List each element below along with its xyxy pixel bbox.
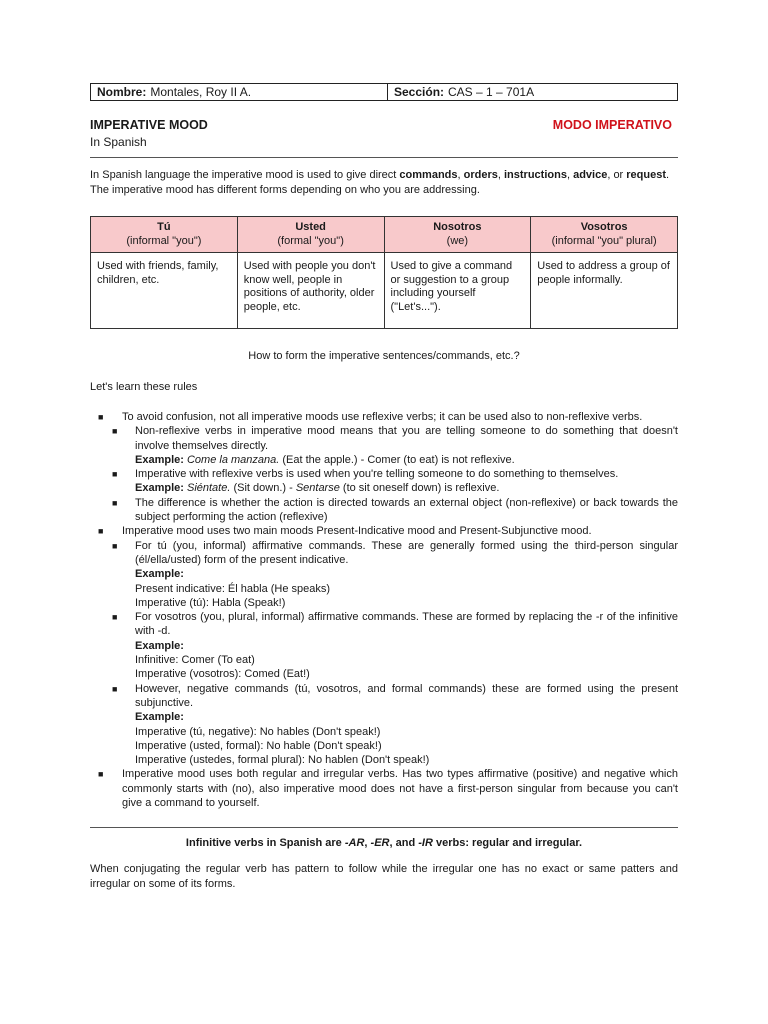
list-item: [90, 767, 678, 810]
pronoun-name: Tú: [157, 221, 171, 233]
subtitle: In Spanish: [90, 135, 147, 149]
sep: .: [666, 169, 670, 181]
rules-list: [90, 410, 678, 810]
intro-text: In Spanish language the imperative mood is used to give direct: [90, 169, 400, 181]
pronoun-gloss: (informal "you" plural): [551, 234, 657, 247]
keyword: request: [626, 169, 667, 181]
sep: ,: [566, 169, 574, 181]
verb-ending: -AR: [344, 837, 365, 849]
rule-text: Non-reflexive verbs in imperative mood means that you are telling someone to do something that doesn't involve themselves directly.: [135, 425, 678, 452]
name-cell: [91, 84, 388, 100]
table-cell: Used to address a group of people informally.: [531, 253, 678, 329]
rule-text: For tú (you, informal) affirmative commands. These are generally formed using the third-person singular (él/ella/usted) form of the present indicative.: [135, 539, 678, 566]
table-header-row: [91, 217, 678, 253]
spanish-title: MODO IMPERATIVO: [552, 118, 672, 132]
example-text: (to sit oneself down) is reflexive.: [339, 482, 500, 495]
table-cell: Used to give a command or suggestion to a group including yourself ("Let's...").: [384, 253, 531, 329]
bullet-icon: ■: [98, 769, 104, 780]
example-label: Example:: [135, 639, 184, 652]
verb-ending: -ER: [370, 837, 390, 849]
example-label: Example:: [135, 568, 184, 581]
lets-learn-text: Let's learn these rules: [90, 381, 198, 393]
divider: [90, 157, 678, 158]
example-text: (Sit down.) -: [230, 482, 296, 495]
pronoun-table: [90, 216, 678, 329]
table-cell: Used with people you don't know well, people in positions of authority, older people, etc.: [237, 253, 384, 329]
example-spanish: Siéntate.: [186, 482, 231, 495]
example-spanish: Sentarse: [295, 482, 340, 495]
sep: , or: [607, 169, 627, 181]
example-text: Imperative (vosotros): Comed (Eat!): [135, 668, 310, 681]
section-value: CAS – 1 – 701A: [448, 85, 535, 99]
how-to-heading: How to form the imperative sentences/commands, etc.?: [248, 350, 520, 362]
rule-text: However, negative commands (tú, vosotros, and formal commands) these are formed using the present subjunctive.: [135, 682, 678, 709]
title-row: [90, 118, 676, 132]
intro-paragraph: [90, 168, 678, 197]
bullet-icon: ■: [98, 526, 104, 537]
column-header-tu: [91, 217, 238, 253]
bullet-icon: ■: [112, 540, 118, 551]
rule-text: Imperative mood uses two main moods Present-Indicative mood and Present-Subjunctive mood.: [122, 525, 592, 538]
bullet-icon: ■: [112, 612, 118, 623]
heading-text: , and: [389, 837, 419, 849]
name-value: Montales, Roy II A.: [150, 85, 252, 99]
example-text: Infinitive: Comer (To eat): [135, 654, 255, 667]
keyword: orders: [463, 169, 498, 181]
keyword: commands: [399, 169, 458, 181]
pronoun-gloss: (formal "you"): [277, 234, 344, 247]
pronoun-name: Vosotros: [580, 221, 628, 233]
rule-text: For vosotros (you, plural, informal) affirmative commands. These are formed by replacing the -r of the infinitive with -d.: [135, 611, 678, 638]
keyword: instructions: [504, 169, 567, 181]
divider: [90, 827, 678, 828]
example-text: Imperative (ustedes, formal plural): No hablen (Don't speak!): [135, 754, 430, 767]
heading-text: Infinitive verbs in Spanish are: [185, 837, 345, 849]
page-title: IMPERATIVE MOOD: [90, 118, 208, 132]
rule-text: To avoid confusion, not all imperative moods use reflexive verbs; it can be used also to non-reflexive verbs.: [122, 411, 643, 423]
table-row: [91, 253, 678, 329]
intro-text: The imperative mood has different forms depending on who you are addressing.: [90, 183, 480, 196]
example-label: Example:: [135, 711, 184, 724]
name-label: Nombre:: [97, 85, 147, 99]
bullet-icon: ■: [112, 683, 118, 694]
section-label: Sección:: [394, 85, 445, 99]
pronoun-name: Nosotros: [433, 221, 482, 233]
example-text: (Eat the apple.) - Comer (to eat) is not reflexive.: [279, 453, 515, 466]
example-text: Imperative (tú, negative): No hables (Don't speak!): [135, 725, 381, 738]
heading-text: verbs: regular and irregular.: [432, 837, 583, 849]
example-text: Imperative (usted, formal): No hable (Don't speak!): [135, 739, 382, 752]
bullet-icon: ■: [112, 497, 118, 508]
pronoun-gloss: (we): [446, 234, 469, 247]
rule-text: Imperative with reflexive verbs is used when you're telling someone to do something to themselves.: [135, 468, 619, 481]
list-item: [90, 524, 678, 538]
example-label: Example:: [135, 482, 184, 495]
heading-text: ,: [364, 837, 371, 849]
bullet-icon: ■: [98, 412, 104, 422]
rule-text: The difference is whether the action is directed towards an external object (non-reflexive) or back towards the subject performing the action (reflexive): [135, 496, 678, 524]
list-item: [90, 496, 678, 525]
bullet-icon: ■: [112, 469, 118, 480]
pronoun-gloss: (informal "you"): [126, 234, 202, 247]
example-label: Example:: [135, 453, 184, 466]
list-item: [90, 424, 678, 467]
list-item: [90, 410, 678, 424]
rule-text: Imperative mood uses both regular and irregular verbs. Has two types affirmative (positive) and negative which commonly starts with (no), also imperative mood does not have a first-person singular from because you can't give a command to yourself.: [122, 768, 678, 810]
student-info-table: [90, 83, 678, 101]
list-item: [90, 539, 678, 610]
example-text: Imperative (tú): Habla (Speak!): [135, 596, 286, 609]
sep: ,: [457, 169, 464, 181]
column-header-nosotros: [384, 217, 531, 253]
pronoun-name: Usted: [295, 221, 326, 233]
infinitive-heading: [90, 837, 678, 849]
column-header-vosotros: [531, 217, 678, 253]
bullet-icon: ■: [112, 426, 118, 437]
sep: ,: [497, 169, 504, 181]
table-cell: Used with friends, family, children, etc.: [91, 253, 238, 329]
keyword: advice: [573, 169, 608, 181]
list-item: [90, 610, 678, 681]
list-item: [90, 467, 678, 496]
column-header-usted: [237, 217, 384, 253]
list-item: [90, 682, 678, 768]
closing-paragraph: When conjugating the regular verb has pattern to follow while the irregular one has no exact or same patters and irregular on some of its forms.: [90, 863, 678, 890]
verb-ending: -IR: [418, 837, 433, 849]
section-cell: [388, 84, 677, 100]
example-spanish: Come la manzana.: [186, 453, 280, 466]
example-text: Present indicative: Él habla (He speaks): [135, 582, 331, 595]
